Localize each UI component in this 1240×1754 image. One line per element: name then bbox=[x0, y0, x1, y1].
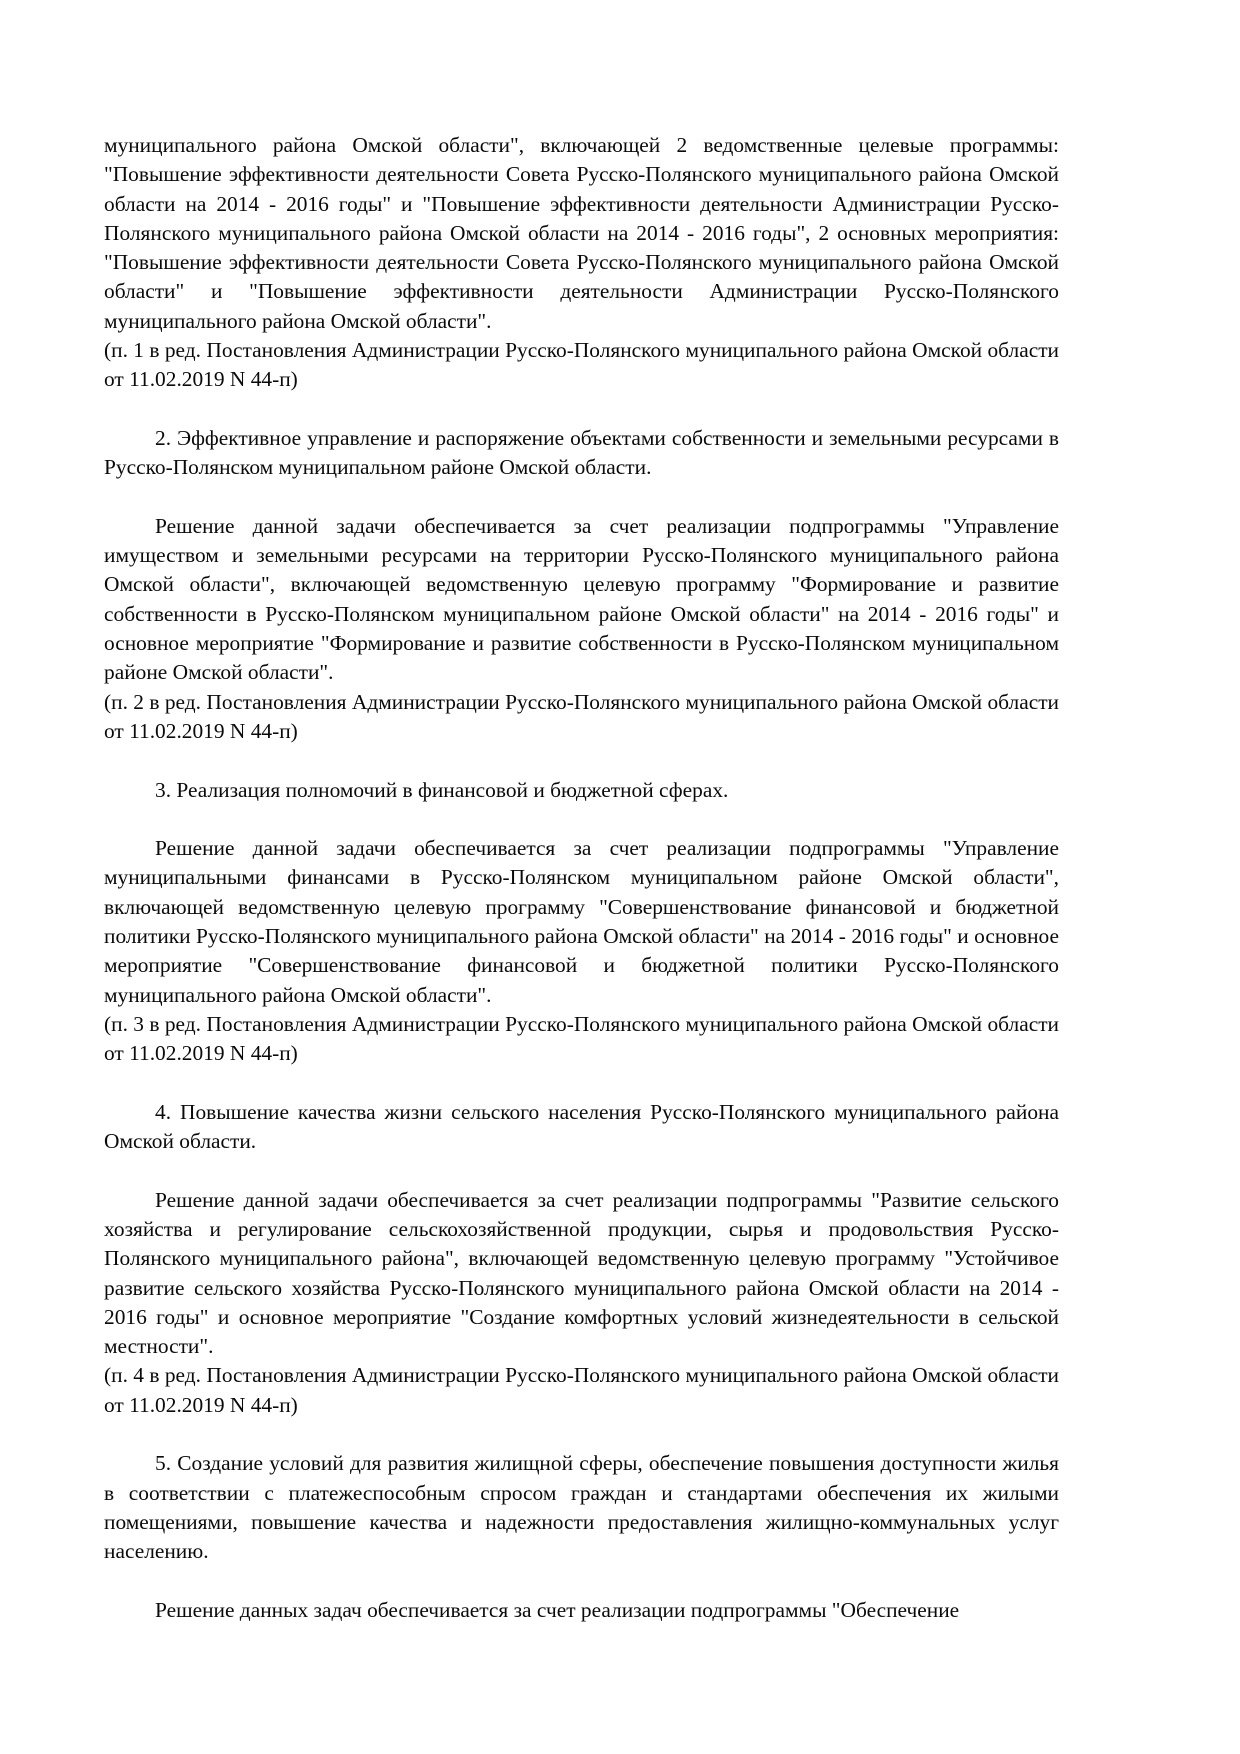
paragraph-amendment-note-3: (п. 3 в ред. Постановления Администрации Русско-Полянского муниципального района Омской области от 11.02.2019 N 44-п) bbox=[104, 1011, 1059, 1066]
paragraph-amendment-note-1: (п. 1 в ред. Постановления Администрации Русско-Полянского муниципального района Омской области от 11.02.2019 N 44-п) bbox=[104, 338, 1059, 392]
paragraph-item-4-solution: Решение данной задачи обеспечивается за счет реализации подпрограммы "Развитие сельского хозяйства и регулирование сельскохозяйственной продукции, сырья и продовольствия Русско-Полянского муниципального района", включающей ведомственную целевую программу "Устойчивое развитие сельского хозяйства Русско-Полянского муниципального района Омской области на 2014 - 2016 годы" и основное мероприятие "Создание комфортных условий жизнедеятельности в сельской местности". bbox=[104, 1187, 1059, 1359]
paragraph-amendment-note-2: (п. 2 в ред. Постановления Администрации Русско-Полянского муниципального района Омской области от 11.02.2019 N 44-п) bbox=[104, 689, 1059, 743]
paragraph-gap bbox=[104, 1069, 1059, 1098]
paragraph-item-2: 2. Эффективное управление и распоряжение объектами собственности и земельными ресурсами в Русско-Полянском муниципальном районе Омской области. bbox=[104, 425, 1059, 480]
paragraph-gap bbox=[104, 395, 1059, 424]
paragraph-item-5-solution: Решение данных задач обеспечивается за счет реализации подпрограммы "Обеспечение bbox=[155, 1597, 960, 1622]
paragraph-gap bbox=[104, 805, 1059, 834]
paragraph-gap bbox=[104, 1567, 1059, 1596]
paragraph-gap bbox=[104, 746, 1059, 775]
paragraph-item-5: 5. Создание условий для развития жилищной сферы, обеспечение повышения доступности жилья в соответствии с платежеспособным спросом граждан и стандартами обеспечения их жилыми помещениями, повышение качества и надежности предоставления жилищно-коммунальных услуг населению. bbox=[104, 1451, 1059, 1564]
paragraph-item-2-solution: Решение данной задачи обеспечивается за счет реализации подпрограммы "Управление имуществом и земельными ресурсами на территории Русско-Полянского муниципального района Омской области", включающей ведомственную целевую программу "Формирование и развитие собственности в Русско-Полянском муниципальном районе Омской области" на 2014 - 2016 годы" и основное мероприятие "Формирование и развитие собственности в Русско-Полянском муниципальном районе Омской области". bbox=[104, 513, 1059, 685]
paragraph-item-3: 3. Реализация полномочий в финансовой и бюджетной сферах. bbox=[155, 777, 729, 802]
paragraph-item-3-solution: Решение данной задачи обеспечивается за счет реализации подпрограммы "Управление муниципальными финансами в Русско-Полянском муниципальном районе Омской области", включающей ведомственную целевую программу "Совершенствование финансовой и бюджетной политики Русско-Полянского муниципального района Омской области" на 2014 - 2016 годы" и основное мероприятие "Совершенствование финансовой и бюджетной политики Русско-Полянского муниципального района Омской области". bbox=[104, 836, 1059, 1007]
paragraph-item-4: 4. Повышение качества жизни сельского населения Русско-Полянского муниципального района Омской области. bbox=[104, 1099, 1059, 1154]
document-text-body bbox=[104, 131, 1059, 1625]
paragraph-gap bbox=[104, 1156, 1059, 1185]
paragraph-amendment-note-4: (п. 4 в ред. Постановления Администрации Русско-Полянского муниципального района Омской области от 11.02.2019 N 44-п) bbox=[104, 1363, 1059, 1417]
paragraph-gap bbox=[104, 483, 1059, 512]
paragraph-gap bbox=[104, 1420, 1059, 1449]
paragraph-para-1-continuation: муниципального района Омской области", включающей 2 ведомственные целевые программы: "Повышение эффективности деятельности Совета Русско-Полянского муниципального района Омской области на 2014 - 2016 годы" и "Повышение эффективности деятельности Администрации Русско-Полянского муниципального района Омской области на 2014 - 2016 годы", 2 основных мероприятия: "Повышение эффективности деятельности Совета Русско-Полянского муниципального района Омской области" и "Повышение эффективности деятельности Администрации Русско-Полянского муниципального района Омской области". bbox=[104, 133, 1059, 333]
